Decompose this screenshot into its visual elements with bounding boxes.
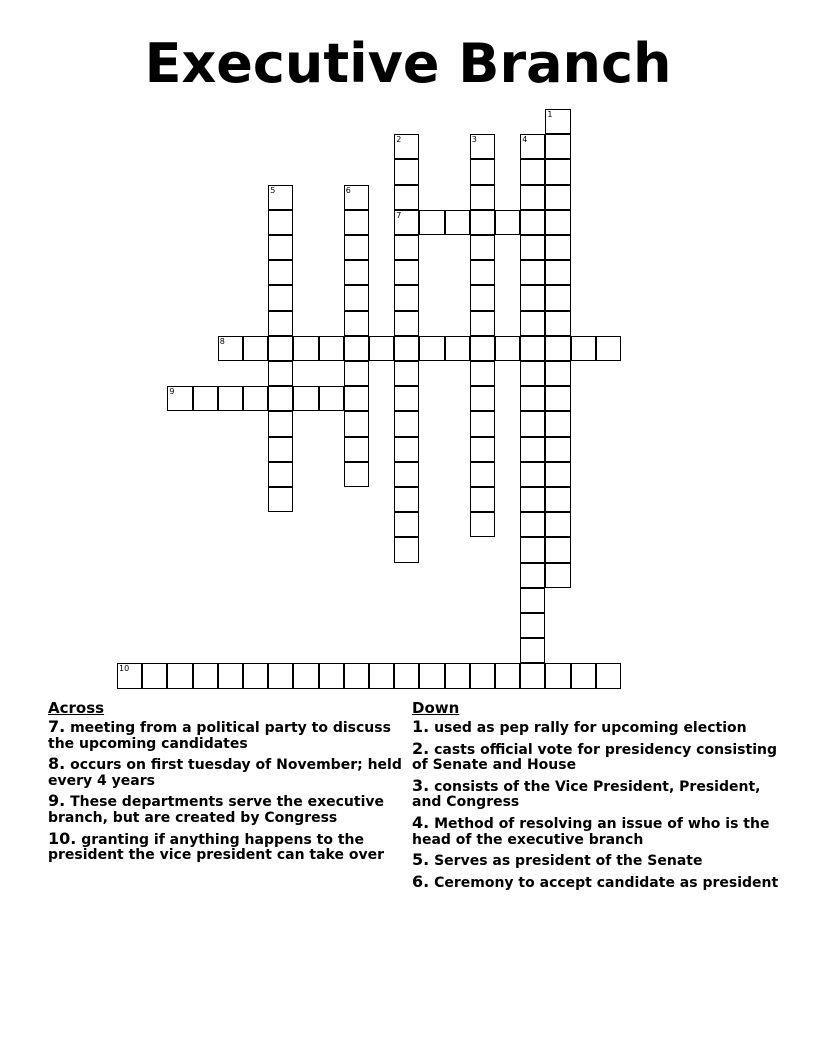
crossword-cell[interactable] (520, 437, 545, 462)
crossword-cell[interactable] (394, 512, 419, 537)
crossword-cell[interactable] (545, 437, 570, 462)
crossword-cell[interactable] (394, 285, 419, 310)
crossword-cell[interactable] (520, 462, 545, 487)
across-clues (48, 699, 413, 868)
crossword-cell[interactable] (470, 663, 495, 688)
crossword-cell[interactable] (470, 411, 495, 436)
crossword-cell[interactable] (545, 487, 570, 512)
crossword-cell[interactable] (495, 336, 520, 361)
crossword-cell[interactable] (470, 159, 495, 184)
crossword-cell[interactable] (520, 411, 545, 436)
crossword-cell[interactable] (520, 260, 545, 285)
crossword-cell[interactable] (344, 285, 369, 310)
crossword-cell[interactable] (293, 663, 318, 688)
page-title: Executive Branch (144, 32, 672, 95)
crossword-cell[interactable] (218, 663, 243, 688)
crossword-cell[interactable] (344, 462, 369, 487)
crossword-cell[interactable] (193, 386, 218, 411)
crossword-cell[interactable] (520, 512, 545, 537)
crossword-cell[interactable] (520, 613, 545, 638)
crossword-cell[interactable] (394, 462, 419, 487)
crossword-cell[interactable] (268, 437, 293, 462)
crossword-cell[interactable] (470, 210, 495, 235)
crossword-cell[interactable] (545, 336, 570, 361)
crossword-cell[interactable] (520, 537, 545, 562)
crossword-cell[interactable] (545, 386, 570, 411)
crossword-cell[interactable] (268, 411, 293, 436)
crossword-cell[interactable] (117, 663, 142, 688)
crossword-cell[interactable] (545, 663, 570, 688)
crossword-cell[interactable] (394, 260, 419, 285)
crossword-cell[interactable] (243, 336, 268, 361)
crossword-cell[interactable] (495, 210, 520, 235)
crossword-cell[interactable] (268, 487, 293, 512)
crossword-cell[interactable] (268, 260, 293, 285)
crossword-cell[interactable] (520, 311, 545, 336)
crossword-cell[interactable] (520, 386, 545, 411)
crossword-cell[interactable] (344, 235, 369, 260)
clue-across-8: 8. occurs on first tuesday of November; held every 4 years (48, 754, 402, 789)
crossword-cell[interactable] (268, 210, 293, 235)
crossword-cell[interactable] (470, 285, 495, 310)
crossword-cell[interactable] (545, 462, 570, 487)
crossword-cell[interactable] (319, 386, 344, 411)
crossword-cell[interactable] (470, 311, 495, 336)
crossword-cell[interactable] (268, 185, 293, 210)
crossword-cell[interactable] (193, 663, 218, 688)
crossword-cell[interactable] (268, 311, 293, 336)
crossword-cell[interactable] (369, 663, 394, 688)
crossword-cell[interactable] (545, 285, 570, 310)
clue-across-10: 10. granting if anything happens to the president the vice president can take over (48, 828, 384, 864)
crossword-cell[interactable] (394, 134, 419, 159)
crossword-cell[interactable] (394, 336, 419, 361)
crossword-cell[interactable] (545, 235, 570, 260)
crossword-cell[interactable] (520, 638, 545, 663)
crossword-cell[interactable] (344, 311, 369, 336)
clue-down-2: 2. casts official vote for presidency consisting of Senate and House (412, 738, 777, 774)
crossword-cell[interactable] (445, 336, 470, 361)
clue-down-4: 4. Method of resolving an issue of who is the head of the executive branch (412, 812, 770, 848)
crossword-cell[interactable] (394, 411, 419, 436)
crossword-cell[interactable] (394, 437, 419, 462)
crossword-cell[interactable] (167, 663, 192, 688)
crossword-cell[interactable] (344, 185, 369, 210)
crossword-cell[interactable] (495, 663, 520, 688)
crossword-cell[interactable] (545, 311, 570, 336)
crossword-cell[interactable] (268, 361, 293, 386)
crossword-cell[interactable] (268, 386, 293, 411)
crossword-cell[interactable] (142, 663, 167, 688)
crossword-cell[interactable] (470, 336, 495, 361)
crossword-cell[interactable] (545, 563, 570, 588)
crossword-cell[interactable] (545, 159, 570, 184)
crossword-cell[interactable] (394, 361, 419, 386)
crossword-cell[interactable] (344, 386, 369, 411)
crossword-cell[interactable] (470, 487, 495, 512)
crossword-cell[interactable] (344, 260, 369, 285)
crossword-cell[interactable] (218, 386, 243, 411)
crossword-cell[interactable] (545, 210, 570, 235)
clue-number: 9 (169, 387, 175, 397)
across-heading: Across (48, 699, 105, 717)
crossword-cell[interactable] (596, 336, 621, 361)
crossword-cell[interactable] (369, 336, 394, 361)
crossword-cell[interactable] (394, 386, 419, 411)
crossword-cell[interactable] (596, 663, 621, 688)
clue-number: 1 (547, 110, 553, 119)
crossword-cell[interactable] (545, 260, 570, 285)
crossword-cell[interactable] (470, 361, 495, 386)
crossword-cell[interactable] (419, 336, 444, 361)
crossword-cell[interactable] (293, 386, 318, 411)
clue-down-6: 6. Ceremony to accept candidate as president (412, 871, 779, 891)
crossword-cell[interactable] (520, 663, 545, 688)
crossword-cell[interactable] (344, 336, 369, 361)
crossword-cell[interactable] (520, 235, 545, 260)
crossword-cell[interactable] (394, 235, 419, 260)
crossword-cell[interactable] (394, 210, 419, 235)
crossword-cell[interactable] (268, 235, 293, 260)
clue-across-9: 9. These departments serve the executive branch, but are created by Congress (48, 791, 384, 826)
crossword-cell[interactable] (545, 512, 570, 537)
crossword-cell[interactable] (470, 260, 495, 285)
crossword-cell[interactable] (293, 336, 318, 361)
clue-number: 4 (522, 135, 528, 145)
crossword-cell[interactable] (520, 361, 545, 386)
crossword-cell[interactable] (344, 663, 369, 688)
crossword-cell[interactable] (394, 185, 419, 210)
crossword-cell[interactable] (344, 437, 369, 462)
crossword-cell[interactable] (344, 361, 369, 386)
crossword-cell[interactable] (545, 185, 570, 210)
crossword-cell[interactable] (243, 386, 268, 411)
crossword-cell[interactable] (394, 663, 419, 688)
clue-number: 5 (270, 185, 276, 195)
crossword-cell[interactable] (571, 336, 596, 361)
crossword-cell[interactable] (545, 537, 570, 562)
crossword-cell[interactable] (419, 663, 444, 688)
crossword-cell[interactable] (545, 134, 570, 159)
crossword-cell[interactable] (319, 336, 344, 361)
crossword-cell[interactable] (394, 159, 419, 184)
crossword-cell[interactable] (268, 663, 293, 688)
clue-down-5: 5. Serves as president of the Senate (412, 850, 703, 870)
clue-number: 6 (345, 185, 351, 195)
crossword-cell[interactable] (394, 537, 419, 562)
crossword-cell[interactable] (268, 336, 293, 361)
clue-number: 2 (396, 135, 402, 145)
clue-number: 7 (396, 210, 402, 220)
crossword-cell[interactable] (319, 663, 344, 688)
crossword-cell[interactable] (545, 411, 570, 436)
down-heading: Down (412, 699, 460, 717)
crossword-cell[interactable] (520, 134, 545, 159)
crossword-cell[interactable] (268, 285, 293, 310)
crossword-cell[interactable] (571, 663, 596, 688)
crossword-cell[interactable] (344, 210, 369, 235)
clue-down-1: 1. used as pep rally for upcoming election (412, 717, 747, 736)
crossword-cell[interactable] (445, 663, 470, 688)
crossword-cell[interactable] (470, 462, 495, 487)
crossword-cell[interactable] (167, 386, 192, 411)
crossword-cell[interactable] (470, 185, 495, 210)
crossword-cell[interactable] (520, 563, 545, 588)
crossword-cell[interactable] (445, 210, 470, 235)
crossword-cell[interactable] (545, 109, 570, 134)
clue-number: 3 (471, 135, 477, 145)
crossword-cell[interactable] (470, 437, 495, 462)
crossword-cell[interactable] (520, 336, 545, 361)
crossword-cell[interactable] (243, 663, 268, 688)
clue-number: 10 (119, 664, 130, 674)
crossword-cell[interactable] (344, 411, 369, 436)
crossword-cell[interactable] (218, 336, 243, 361)
crossword-cell[interactable] (394, 487, 419, 512)
down-clues (412, 699, 782, 895)
crossword-cell[interactable] (520, 159, 545, 184)
crossword-cell[interactable] (470, 386, 495, 411)
crossword-cell[interactable] (470, 134, 495, 159)
crossword-cell[interactable] (268, 462, 293, 487)
crossword-cell[interactable] (470, 512, 495, 537)
crossword-cell[interactable] (545, 361, 570, 386)
clue-number: 8 (219, 336, 225, 346)
crossword-cell[interactable] (520, 185, 545, 210)
crossword-cell[interactable] (520, 487, 545, 512)
crossword-cell[interactable] (520, 210, 545, 235)
crossword-cell[interactable] (394, 311, 419, 336)
crossword-cell[interactable] (470, 235, 495, 260)
clue-across-7: 7. meeting from a political party to discuss the upcoming candidates (48, 717, 391, 752)
crossword-cell[interactable] (520, 588, 545, 613)
crossword-cell[interactable] (520, 285, 545, 310)
crossword-cell[interactable] (419, 210, 444, 235)
clue-down-3: 3. consists of the Vice President, President, and Congress (412, 775, 761, 811)
